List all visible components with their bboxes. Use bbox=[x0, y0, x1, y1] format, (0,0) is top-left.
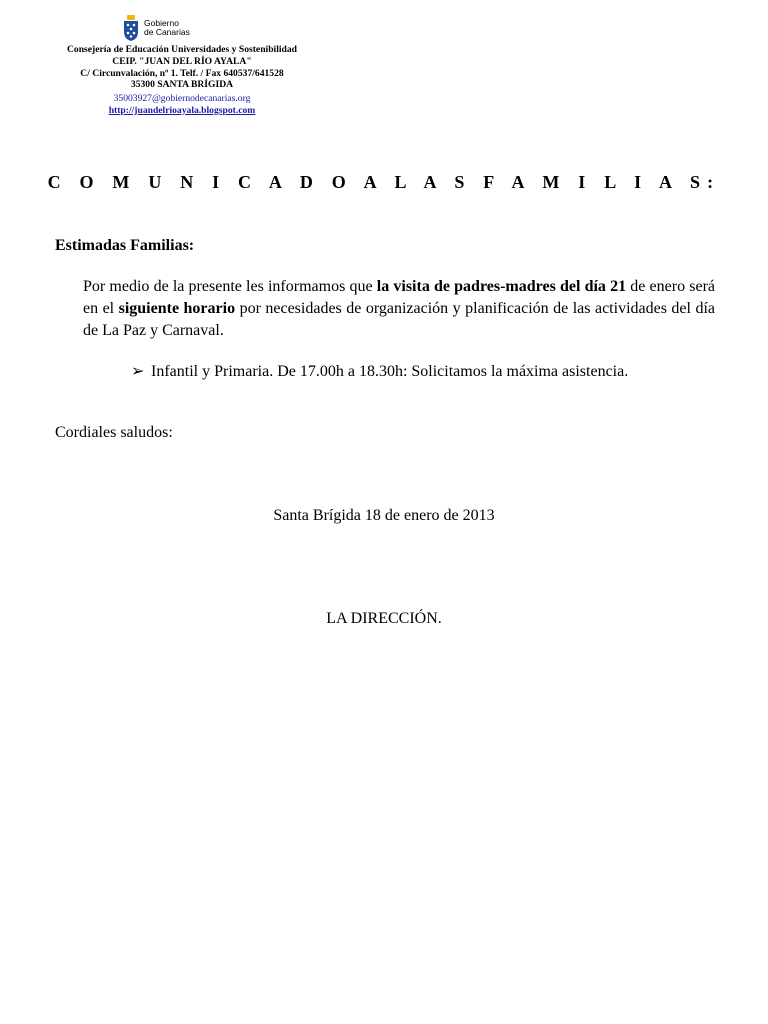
body-paragraph bbox=[83, 276, 715, 342]
logo-text bbox=[144, 19, 190, 37]
header-ministry: Consejería de Educación Universidades y Sostenibilidad bbox=[66, 44, 297, 55]
paragraph-text-1: Por medio de la presente les informamos que bbox=[83, 278, 377, 295]
arrowhead-bullet-icon: ➢ bbox=[131, 363, 145, 380]
header-school-name: CEIP. "JUAN DEL RÍO AYALA" bbox=[112, 56, 252, 67]
signature: LA DIRECCIÓN. bbox=[326, 610, 442, 627]
header-email-link[interactable]: 35003927@gobiernodecanarias.org bbox=[113, 93, 251, 104]
place-and-date: Santa Brígida 18 de enero de 2013 bbox=[273, 507, 495, 524]
paragraph-text-3: por necesidades de organización y planificación de las actividades del día de La Paz y Carnaval. bbox=[83, 300, 715, 339]
schedule-bullet-text: Infantil y Primaria. De 17.00h a 18.30h: Solicitamos la máxima asistencia. bbox=[151, 363, 629, 380]
greeting: Estimadas Familias: bbox=[55, 237, 195, 254]
paragraph-bold-schedule: siguiente horario bbox=[118, 300, 236, 317]
document-title: C O M U N I C A D O A L A S F A M I L I A S: bbox=[47, 172, 721, 192]
header-city: 35300 SANTA BRÍGIDA bbox=[130, 79, 234, 90]
header-blog-link[interactable]: http://juandelrioayala.blogspot.com bbox=[108, 105, 256, 116]
schedule-bullet-item bbox=[131, 361, 628, 383]
paragraph-bold-visit: la visita de padres-madres del día 21 bbox=[376, 278, 627, 295]
gobierno-de-canarias-crest-icon bbox=[122, 15, 140, 41]
logo-line-1: Gobierno bbox=[144, 18, 179, 28]
logo-line-2: de Canarias bbox=[144, 27, 190, 37]
header-address: C/ Circunvalación, nº 1. Telf. / Fax 640537/641528 bbox=[80, 68, 284, 79]
gobierno-logo bbox=[122, 15, 190, 41]
paragraph-text-2: de enero será en el bbox=[83, 278, 715, 317]
closing-salutation: Cordiales saludos: bbox=[55, 424, 173, 441]
